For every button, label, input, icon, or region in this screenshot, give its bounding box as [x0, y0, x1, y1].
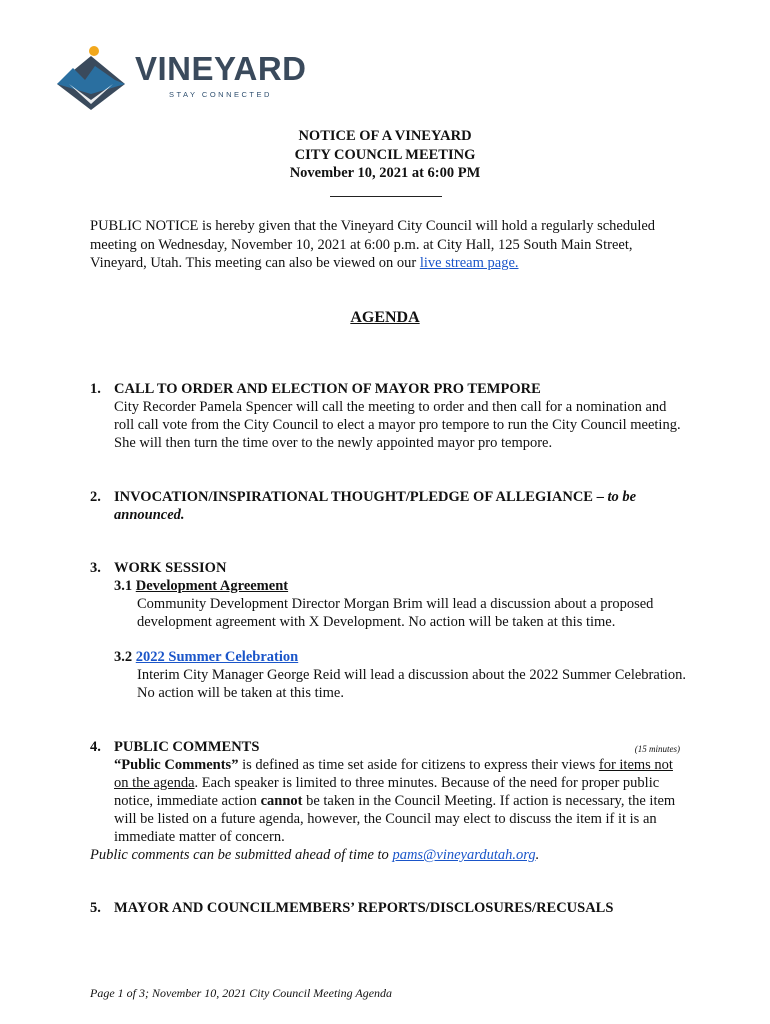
live-stream-link[interactable]: live stream page.: [419, 255, 519, 271]
item-heading-italic: to be announced.: [114, 489, 637, 523]
note-end: .: [535, 847, 540, 863]
item-number: 3.: [90, 560, 101, 576]
summer-celebration-link[interactable]: 2022 Summer Celebration: [135, 649, 299, 665]
term-public-comments: “Public Comments”: [114, 757, 239, 773]
vineyard-mountain-icon: [55, 44, 127, 112]
body-underlined: for items not on the agenda: [114, 757, 673, 791]
agenda-title: AGENDA: [350, 309, 420, 326]
notice-text: PUBLIC NOTICE is hereby given that the Vineyard City Council will hold a regularly scheduled meeting on Wednesday, November 10, 2021 at 6:00 p.m. at City Hall, 125 South Main Street, Vineyard, Utah. This meeting can also be viewed on our: [90, 218, 656, 271]
vineyard-logo[interactable]: [55, 44, 315, 112]
header-line-3: November 10, 2021 at 6:00 PM: [289, 165, 481, 181]
sub-item-body: Interim City Manager George Reid will lead a discussion about the 2022 Summer Celebration. No action will be taken at this time.: [137, 667, 687, 701]
item-number: 2.: [90, 489, 101, 505]
email-link[interactable]: pams@vineyardutah.org: [392, 847, 536, 863]
meeting-header: [0, 127, 770, 183]
page-footer: Page 1 of 3; November 10, 2021 City Council Meeting Agenda: [90, 986, 393, 1000]
agenda-item-3: [90, 559, 690, 702]
sub-item-number: 3.1: [114, 578, 136, 594]
item-body: [114, 756, 690, 846]
agenda-item-2: [90, 488, 690, 524]
item-body: City Recorder Pamela Spencer will call the meeting to order and then call for a nomination and roll call vote from the City Council to elect a mayor pro tempore to run the City Council meeting. She will then turn the time over to the newly appointed mayor pro tempore.: [114, 399, 681, 451]
item-number: 1.: [90, 381, 101, 397]
item-heading-text: INVOCATION/INSPIRATIONAL THOUGHT/PLEDGE OF ALLEGIANCE –: [114, 489, 608, 505]
item-heading: [114, 488, 690, 524]
item-heading: WORK SESSION: [114, 560, 227, 576]
body-bold: cannot: [260, 793, 303, 809]
item-number: 4.: [90, 739, 101, 755]
logo-wordmark: VINEYARD: [135, 50, 307, 87]
sub-item-title: Development Agreement: [135, 578, 289, 594]
sub-item-3-2: [114, 648, 690, 702]
body-text: . Each speaker is limited to three minutes. Because of the need for proper public notice, immediate action: [114, 775, 660, 809]
header-line-1: NOTICE OF A VINEYARD: [298, 128, 472, 144]
agenda-item-1: [90, 380, 690, 452]
item-heading: MAYOR AND COUNCILMEMBERS’ REPORTS/DISCLOSURES/RECUSALS: [114, 900, 614, 916]
comment-submission-note: [90, 846, 690, 864]
header-line-2: CITY COUNCIL MEETING: [294, 146, 476, 163]
sub-item-heading: [114, 577, 690, 595]
body-text: be taken in the Council Meeting. If action is necessary, the item will be listed on a future agenda, however, the Council may elect to discuss the item if it is an immediate matter of concern.: [114, 793, 676, 845]
agenda-item-5: [90, 899, 690, 917]
agenda-item-4: [90, 738, 690, 864]
sub-item-body: Community Development Director Morgan Brim will lead a discussion about a proposed development agreement with X Development. No action will be taken at this time.: [137, 596, 654, 630]
duration-label: (15 minutes): [634, 744, 680, 754]
sub-item-3-1: [114, 577, 690, 631]
note-text: Public comments can be submitted ahead of time to: [90, 847, 393, 863]
body-text: is defined as time set aside for citizens to express their views: [238, 757, 599, 773]
sub-item-heading: [114, 648, 690, 666]
header-divider: [330, 196, 442, 197]
item-heading: CALL TO ORDER AND ELECTION OF MAYOR PRO TEMPORE: [114, 381, 541, 397]
logo-tagline: STAY CONNECTED: [169, 90, 272, 99]
item-number: 5.: [90, 900, 101, 916]
public-notice: [90, 217, 690, 273]
sub-item-number: 3.2: [114, 649, 136, 665]
item-heading: PUBLIC COMMENTS: [114, 739, 260, 755]
